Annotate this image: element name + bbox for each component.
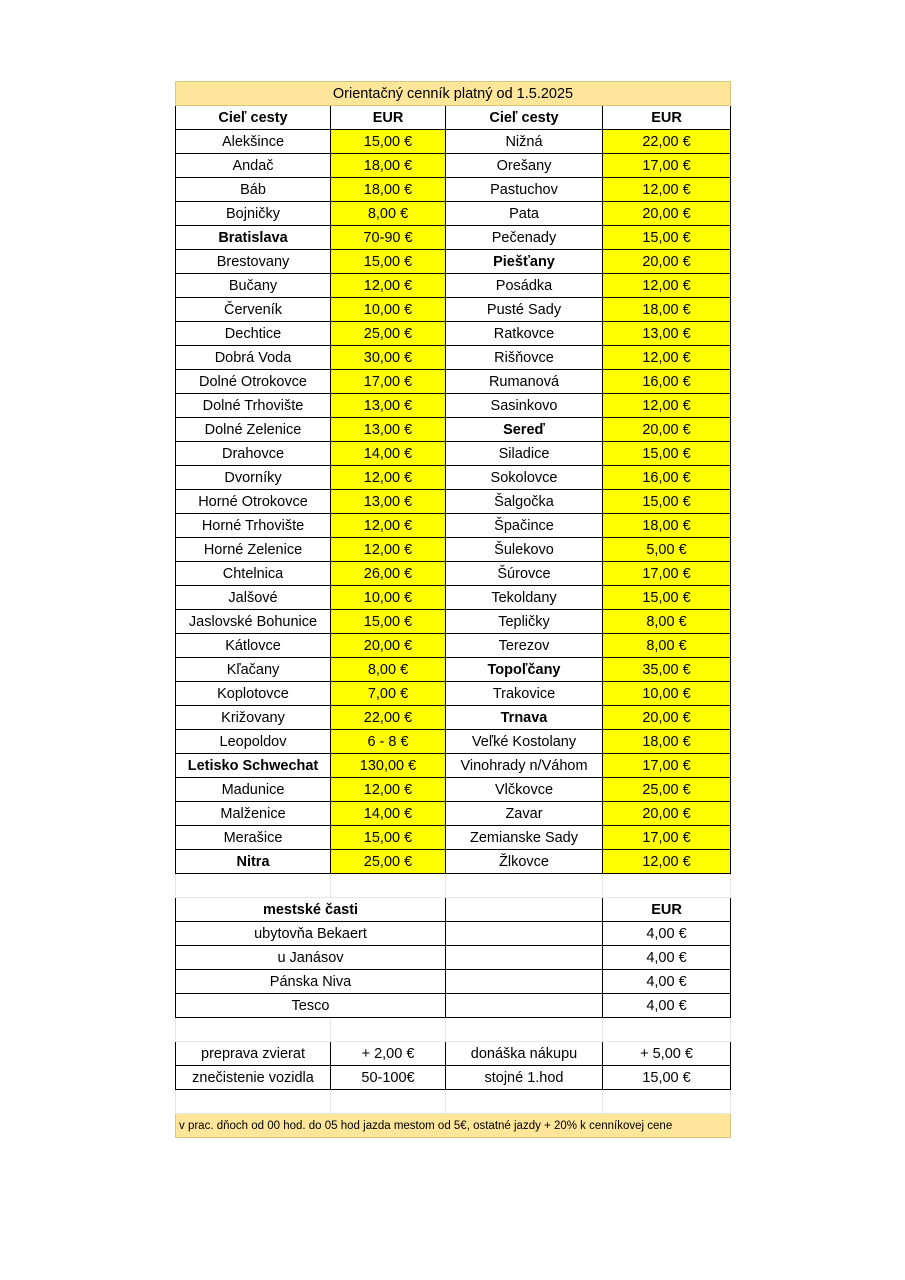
destination-name: Nitra [176,850,331,874]
destination-price: 8,00 € [603,634,731,658]
destination-name: Tepličky [446,610,603,634]
destination-name: Topoľčany [446,658,603,682]
destination-price: 12,00 € [603,274,731,298]
destination-name: Alekšince [176,130,331,154]
dest-header-right: Cieľ cesty [446,106,603,130]
destination-price: 12,00 € [603,850,731,874]
destination-price: 15,00 € [331,610,446,634]
destination-name: Bojničky [176,202,331,226]
destination-name: Rišňovce [446,346,603,370]
table-row [176,754,731,778]
destination-price: 13,00 € [603,322,731,346]
table-row [176,658,731,682]
destination-price: 10,00 € [603,682,731,706]
destination-name: Rumanová [446,370,603,394]
destination-price: 15,00 € [331,250,446,274]
destination-price: 22,00 € [331,706,446,730]
destination-price: 15,00 € [603,442,731,466]
destination-price: 12,00 € [331,514,446,538]
city-part-price: 4,00 € [603,922,731,946]
destination-name: Piešťany [446,250,603,274]
destination-name: Chtelnica [176,562,331,586]
city-header-row [176,898,731,922]
destination-name: Špačince [446,514,603,538]
destination-name: Žlkovce [446,850,603,874]
table-row [176,370,731,394]
destination-name: Pečenady [446,226,603,250]
city-row [176,946,731,970]
table-row [176,802,731,826]
destination-price: 17,00 € [331,370,446,394]
destination-price: 17,00 € [603,562,731,586]
destination-price: 17,00 € [603,826,731,850]
table-row [176,682,731,706]
empty-cell [446,946,603,970]
destination-price: 6 - 8 € [331,730,446,754]
table-row [176,346,731,370]
extra-service-name: znečistenie vozidla [176,1066,331,1090]
destination-name: Veľké Kostolany [446,730,603,754]
destination-price: 13,00 € [331,418,446,442]
destination-name: Siladice [446,442,603,466]
destination-price: 12,00 € [331,274,446,298]
destination-price: 18,00 € [603,298,731,322]
destination-name: Merašice [176,826,331,850]
destination-name: Leopoldov [176,730,331,754]
destination-price: 20,00 € [603,250,731,274]
destination-price: 15,00 € [331,826,446,850]
destination-price: 18,00 € [603,730,731,754]
empty-cell [446,994,603,1018]
extra-service-price: + 5,00 € [603,1042,731,1066]
destination-price: 15,00 € [603,586,731,610]
destination-price: 18,00 € [331,154,446,178]
destination-name: Trnava [446,706,603,730]
city-part-price: 4,00 € [603,946,731,970]
city-row [176,922,731,946]
destination-name: Sokolovce [446,466,603,490]
extra-service-name: donáška nákupu [446,1042,603,1066]
destination-name: Pata [446,202,603,226]
extra-service-name: preprava zvierat [176,1042,331,1066]
city-header: mestské časti [176,898,446,922]
destination-name: Šalgočka [446,490,603,514]
table-row [176,706,731,730]
destination-name: Sasinkovo [446,394,603,418]
table-row [176,274,731,298]
destination-price: 16,00 € [603,370,731,394]
table-row [176,490,731,514]
city-part-name: u Janásov [176,946,446,970]
destination-price: 17,00 € [603,754,731,778]
destination-name: Letisko Schwechat [176,754,331,778]
extras-row [176,1066,731,1090]
destination-name: Dolné Trhovište [176,394,331,418]
spacer-row [176,1090,731,1114]
destination-price: 12,00 € [331,538,446,562]
destination-price: 20,00 € [603,202,731,226]
destination-name: Kátlovce [176,634,331,658]
extras-row [176,1042,731,1066]
destination-price: 12,00 € [603,394,731,418]
destination-name: Zavar [446,802,603,826]
destination-name: Vlčkovce [446,778,603,802]
destination-name: Vinohrady n/Váhom [446,754,603,778]
destination-price: 30,00 € [331,346,446,370]
destination-price: 20,00 € [603,706,731,730]
destination-price: 25,00 € [603,778,731,802]
destination-price: 22,00 € [603,130,731,154]
table-row [176,154,731,178]
destination-price: 13,00 € [331,490,446,514]
table-row [176,178,731,202]
destination-price: 18,00 € [331,178,446,202]
destination-price: 7,00 € [331,682,446,706]
destination-price: 20,00 € [603,418,731,442]
empty-cell [446,970,603,994]
destination-name: Pastuchov [446,178,603,202]
destination-price: 26,00 € [331,562,446,586]
dest-header-left: Cieľ cesty [176,106,331,130]
empty-cell [446,922,603,946]
table-row [176,466,731,490]
destination-price: 13,00 € [331,394,446,418]
destination-name: Dolné Otrokovce [176,370,331,394]
destination-name: Andač [176,154,331,178]
destination-price: 70-90 € [331,226,446,250]
table-row [176,202,731,226]
destination-name: Báb [176,178,331,202]
table-row [176,538,731,562]
destination-name: Červeník [176,298,331,322]
spacer-row [176,874,731,898]
destination-name: Posádka [446,274,603,298]
destination-price: 20,00 € [603,802,731,826]
destination-name: Horné Otrokovce [176,490,331,514]
destination-price: 14,00 € [331,802,446,826]
table-row [176,226,731,250]
eur-header-left: EUR [331,106,446,130]
city-eur-header: EUR [603,898,731,922]
table-row [176,586,731,610]
destination-price: 25,00 € [331,850,446,874]
header-row [176,106,731,130]
destination-name: Ratkovce [446,322,603,346]
extra-service-name: stojné 1.hod [446,1066,603,1090]
destination-name: Orešany [446,154,603,178]
destination-price: 20,00 € [331,634,446,658]
destination-name: Pusté Sady [446,298,603,322]
destination-price: 18,00 € [603,514,731,538]
destination-price: 15,00 € [603,490,731,514]
destination-name: Tekoldany [446,586,603,610]
table-row [176,562,731,586]
destination-price: 12,00 € [331,466,446,490]
table-row [176,322,731,346]
destination-name: Šúrovce [446,562,603,586]
table-row [176,250,731,274]
table-row [176,778,731,802]
eur-header-right: EUR [603,106,731,130]
extra-service-price: 15,00 € [603,1066,731,1090]
destination-name: Brestovany [176,250,331,274]
title-row [176,82,731,106]
price-table [175,81,731,1138]
table-row [176,610,731,634]
destination-price: 35,00 € [603,658,731,682]
destination-name: Dolné Zelenice [176,418,331,442]
destination-price: 12,00 € [603,346,731,370]
city-part-price: 4,00 € [603,994,731,1018]
table-row [176,730,731,754]
destination-name: Horné Zelenice [176,538,331,562]
table-row [176,634,731,658]
destination-price: 15,00 € [603,226,731,250]
destination-price: 10,00 € [331,586,446,610]
destination-price: 8,00 € [331,658,446,682]
table-row [176,442,731,466]
destination-price: 12,00 € [331,778,446,802]
city-part-name: Pánska Niva [176,970,446,994]
table-row [176,418,731,442]
destination-name: Šulekovo [446,538,603,562]
destination-price: 10,00 € [331,298,446,322]
destination-price: 5,00 € [603,538,731,562]
destination-name: Dechtice [176,322,331,346]
table-row [176,514,731,538]
destination-name: Jaslovské Bohunice [176,610,331,634]
city-part-name: ubytovňa Bekaert [176,922,446,946]
destination-name: Koplotovce [176,682,331,706]
destination-price: 17,00 € [603,154,731,178]
destination-name: Bučany [176,274,331,298]
destination-name: Sereď [446,418,603,442]
table-row [176,394,731,418]
extra-service-price: + 2,00 € [331,1042,446,1066]
destination-name: Nižná [446,130,603,154]
destination-price: 15,00 € [331,130,446,154]
sheet-title: Orientačný cenník platný od 1.5.2025 [176,82,731,106]
price-list-sheet [175,81,730,1138]
destination-name: Madunice [176,778,331,802]
destination-price: 14,00 € [331,442,446,466]
spacer-row [176,1018,731,1042]
destination-price: 8,00 € [603,610,731,634]
city-part-price: 4,00 € [603,970,731,994]
destination-name: Križovany [176,706,331,730]
destination-name: Horné Trhovište [176,514,331,538]
destination-name: Dobrá Voda [176,346,331,370]
extra-service-price: 50-100€ [331,1066,446,1090]
table-row [176,850,731,874]
destination-name: Jalšové [176,586,331,610]
destination-name: Trakovice [446,682,603,706]
table-row [176,130,731,154]
city-row [176,970,731,994]
table-row [176,298,731,322]
destination-name: Zemianske Sady [446,826,603,850]
city-row [176,994,731,1018]
destination-name: Kľačany [176,658,331,682]
destination-price: 25,00 € [331,322,446,346]
destination-name: Drahovce [176,442,331,466]
destination-name: Bratislava [176,226,331,250]
destination-name: Malženice [176,802,331,826]
destination-name: Terezov [446,634,603,658]
destination-price: 16,00 € [603,466,731,490]
destination-name: Dvorníky [176,466,331,490]
destination-price: 8,00 € [331,202,446,226]
destination-price: 12,00 € [603,178,731,202]
table-row [176,826,731,850]
note-row [176,1114,731,1138]
destination-price: 130,00 € [331,754,446,778]
night-surcharge-note: v prac. dňoch od 00 hod. do 05 hod jazda mestom od 5€, ostatné jazdy + 20% k cenníkovej cene [176,1114,731,1138]
city-part-name: Tesco [176,994,446,1018]
